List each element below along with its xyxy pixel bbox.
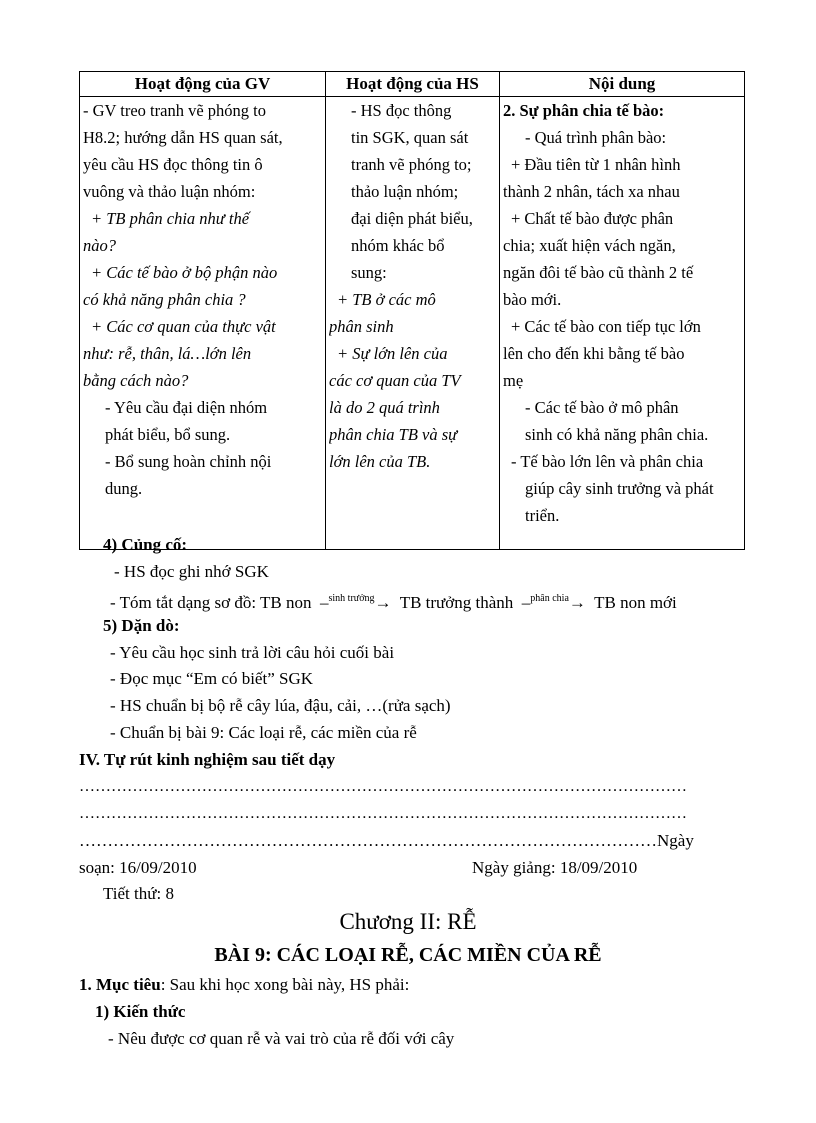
diagram-end: TB non mới [594, 593, 677, 612]
gv-line: phát biểu, bổ sung. [105, 425, 231, 444]
arrow-growth: –$^{sinh trưởng}$→ [315, 593, 392, 612]
section-iv-heading: IV. Tự rút kinh nghiệm sau tiết dạy [79, 750, 336, 769]
header-noi-dung: Nội dung [500, 72, 745, 97]
hs-line: lớn lên của TB. [329, 452, 431, 471]
gv-line: + TB phân chia như thế [91, 209, 250, 228]
noi-dung-line: chia; xuất hiện vách ngăn, [503, 236, 676, 255]
hs-line: nhóm khác bổ [351, 236, 445, 255]
table-body-row [80, 97, 745, 550]
cung-co-heading: 4) Củng cố: [103, 535, 188, 554]
ngay-giang: Ngày giảng: 18/09/2010 [472, 858, 638, 877]
objectives-line [79, 973, 409, 997]
kien-thuc-heading: 1) Kiến thức [95, 1002, 186, 1021]
tiet-thu: Tiết thứ: 8 [103, 884, 174, 903]
noi-dung-line: - Các tế bào ở mô phân [525, 398, 679, 417]
noi-dung-cell [500, 97, 745, 550]
ngay-soan: soạn: 16/09/2010 [79, 858, 197, 877]
gv-line: yêu cầu HS đọc thông tin ô [83, 155, 263, 174]
kien-thuc-item: - Nêu được cơ quan rễ và vai trò của rễ đối với cây [108, 1029, 455, 1048]
noi-dung-line: ngăn đôi tế bào cũ thành 2 tế [503, 263, 694, 282]
dan-do-item: - Chuẩn bị bài 9: Các loại rễ, các miền của rễ [110, 723, 417, 742]
hs-line: - HS đọc thông [351, 101, 452, 120]
gv-line: dung. [105, 479, 143, 498]
dan-do-heading: 5) Dặn dò: [103, 616, 180, 635]
arrow-growth-label: sinh trưởng [328, 593, 375, 604]
hs-line: sung: [351, 263, 387, 282]
noi-dung-line: sinh có khả năng phân chia. [525, 425, 709, 444]
gv-line: - Bổ sung hoàn chỉnh nội [105, 452, 272, 471]
right-arrow-icon: → [374, 593, 392, 612]
hs-line: đại diện phát biểu, [351, 209, 473, 228]
chapter-title: Chương II: RỄ [339, 909, 477, 934]
hs-cell [326, 97, 500, 550]
noi-dung-line: triển. [525, 506, 560, 525]
gv-line: + Các cơ quan của thực vật [91, 317, 276, 336]
diagram-mid: TB trưởng thành [399, 593, 514, 612]
hs-line: thảo luận nhóm; [351, 182, 459, 201]
hs-line: tranh vẽ phóng to; [351, 155, 472, 174]
lesson-activity-table [79, 71, 745, 550]
objectives-label: 1. Mục tiêu [79, 975, 161, 994]
hs-line: + TB ở các mô [337, 290, 436, 309]
hs-line: + Sự lớn lên của [337, 344, 448, 363]
noi-dung-line: lên cho đến khi bằng tế bào [503, 344, 685, 363]
table-header-row [80, 72, 745, 97]
gv-line: có khả năng phân chia ? [83, 290, 246, 309]
arrow-division: –$^{phân chia}$→ [517, 593, 586, 612]
header-gv: Hoạt động của GV [80, 72, 326, 97]
gv-line: bằng cách nào? [83, 371, 189, 390]
cung-co-item: - HS đọc ghi nhớ SGK [114, 562, 269, 581]
header-hs: Hoạt động của HS [326, 72, 500, 97]
hs-line: các cơ quan của TV [329, 371, 461, 390]
noi-dung-line: + Đầu tiên từ 1 nhân hình [511, 155, 681, 174]
lesson-title: BÀI 9: CÁC LOẠI RỄ, CÁC MIỀN CỦA RỄ [214, 944, 602, 966]
ngay-label: Ngày [657, 831, 694, 850]
hs-line: tin SGK, quan sát [351, 128, 469, 147]
hs-line: là do 2 quá trình [329, 398, 440, 417]
hs-line: phân sinh [329, 317, 394, 336]
noi-dung-line: - Quá trình phân bào: [525, 128, 667, 147]
noi-dung-line: bào mới. [503, 290, 562, 309]
gv-line: + Các tế bào ở bộ phận nào [91, 263, 278, 282]
arrow-division-label: phân chia [530, 593, 569, 604]
diagram-prefix: - Tóm tắt dạng sơ đồ: TB non [110, 593, 312, 612]
gv-line: nào? [83, 236, 116, 255]
right-arrow-icon: → [568, 593, 586, 612]
noi-dung-line: giúp cây sinh trưởng và phát [525, 479, 714, 498]
noi-dung-line: thành 2 nhân, tách xa nhau [503, 182, 680, 201]
gv-line: H8.2; hướng dẫn HS quan sát, [83, 128, 283, 147]
noi-dung-line: + Chất tế bào được phân [511, 209, 674, 228]
noi-dung-line: mẹ [503, 371, 524, 390]
dotted-line: …………………………………………………………………………………………………… [79, 805, 687, 822]
dan-do-item: - HS chuẩn bị bộ rễ cây lúa, đậu, cải, …(rửa sạch) [110, 696, 451, 715]
gv-line: - Yêu cầu đại diện nhóm [105, 398, 268, 417]
dotted-line-ngay [79, 829, 749, 853]
noi-dung-line: + Các tế bào con tiếp tục lớn [511, 317, 701, 336]
dan-do-item: - Yêu cầu học sinh trả lời câu hỏi cuối bài [110, 643, 395, 662]
hs-line: phân chia TB và sự [329, 425, 458, 444]
cung-co-diagram [110, 587, 677, 615]
dan-do-item: - Đọc mục “Em có biết” SGK [110, 669, 313, 688]
noi-dung-heading: 2. Sự phân chia tế bào: [503, 101, 665, 120]
gv-cell [80, 97, 326, 550]
dotted-line: ………………………………………………………………………………………… [79, 831, 657, 850]
gv-line: vuông và thảo luận nhóm: [83, 182, 256, 201]
gv-line: như: rễ, thân, lá…lớn lên [83, 344, 252, 363]
gv-line: - GV treo tranh vẽ phóng to [83, 101, 266, 120]
objectives-text: : Sau khi học xong bài này, HS phải: [160, 975, 410, 994]
noi-dung-line: - Tế bào lớn lên và phân chia [511, 452, 704, 471]
dotted-line: …………………………………………………………………………………………………… [79, 778, 687, 795]
